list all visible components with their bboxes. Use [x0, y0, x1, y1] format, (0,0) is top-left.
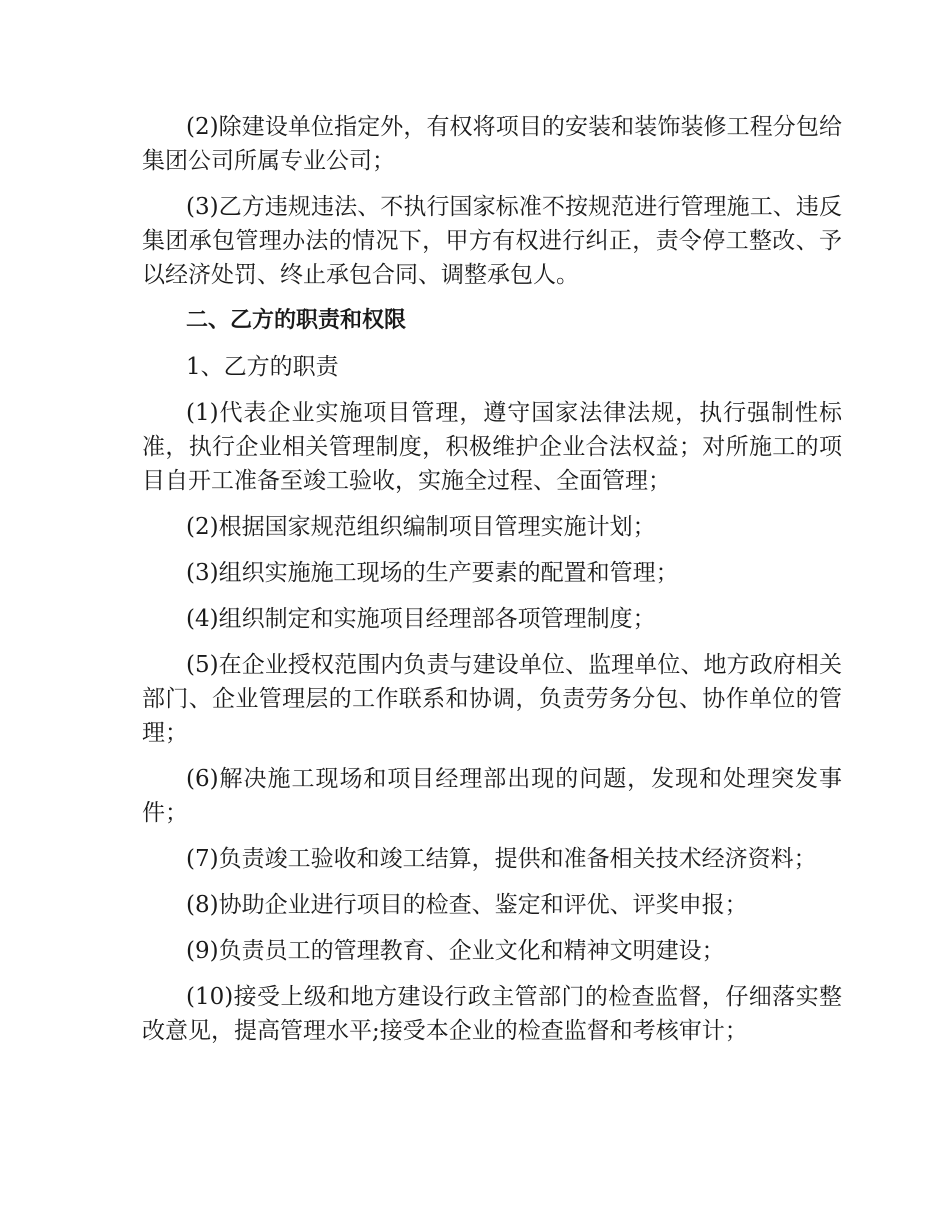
duty-3: (3)组织实施施工现场的生产要素的配置和管理；: [186, 560, 679, 586]
clause-2-subcontract: (2)除建设单位指定外，有权将项目的安装和装饰装修工程分包给集团公司所属专业公司；: [142, 114, 842, 174]
document-body: [142, 110, 842, 1060]
duty-8: (8)协助企业进行项目的检查、鉴定和评优、评奖申报；: [186, 892, 748, 918]
duty-5: (5)在企业授权范围内负责与建设单位、监理单位、地方政府相关部门、企业管理层的工作联系和协调，负责劳务分包、协作单位的管理；: [142, 652, 842, 746]
section-heading: 二、乙方的职责和权限: [186, 308, 407, 333]
subsection-title: 1、乙方的职责: [186, 354, 339, 380]
duty-1: (1)代表企业实施项目管理，遵守国家法律法规，执行强制性标准，执行企业相关管理制度，积极维护企业合法权益；对所施工的项目自开工准备至竣工验收，实施全过程、全面管理；: [142, 400, 842, 494]
duty-4: (4)组织制定和实施项目经理部各项管理制度；: [186, 606, 656, 632]
clause-3-correction: (3)乙方违规违法、不执行国家标准不按规范进行管理施工、违反集团承包管理办法的情况下，甲方有权进行纠正，责令停工整改、予以经济处罚、终止承包合同、调整承包人。: [142, 194, 842, 288]
duty-10: (10)接受上级和地方建设行政主管部门的检查监督，仔细落实整改意见，提高管理水平;接受本企业的检查监督和考核审计；: [142, 984, 842, 1044]
duty-9: (9)负责员工的管理教育、企业文化和精神文明建设；: [186, 938, 725, 964]
duty-7: (7)负责竣工验收和竣工结算，提供和准备相关技术经济资料；: [186, 846, 817, 872]
duty-6: (6)解决施工现场和项目经理部出现的问题，发现和处理突发事件；: [142, 766, 842, 826]
duty-2: (2)根据国家规范组织编制项目管理实施计划；: [186, 514, 656, 540]
